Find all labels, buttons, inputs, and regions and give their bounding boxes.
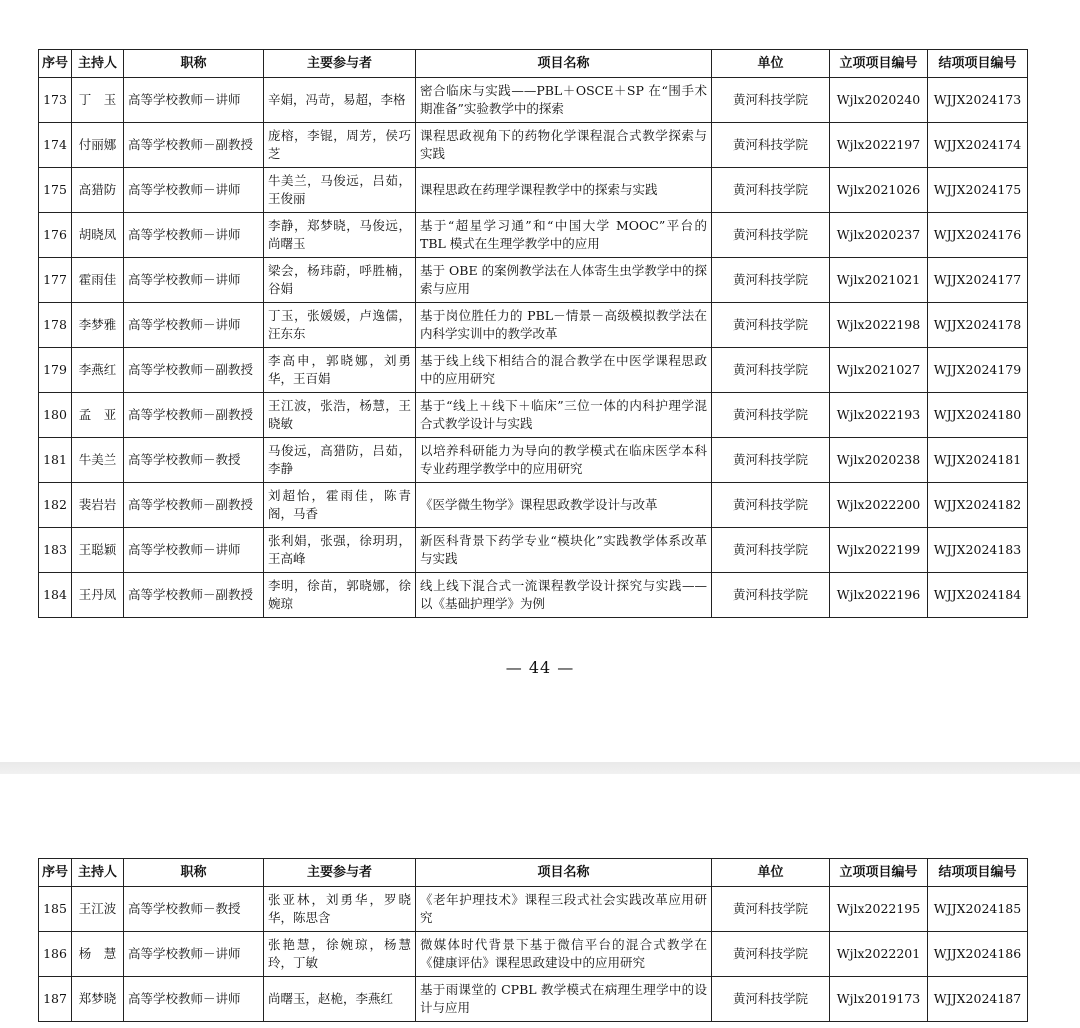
row-host: 李燕红 (72, 348, 124, 393)
table-row (39, 393, 1028, 438)
row-participants: 张利娟，张强，徐玥玥，王高峰 (264, 528, 416, 573)
row-participants: 尚曙玉，赵桅，李燕红 (264, 977, 416, 1022)
row-participants: 梁会，杨玮蔚，呼胜楠，谷娟 (264, 258, 416, 303)
row-no: 186 (39, 932, 72, 977)
row-participants: 丁玉，张媛媛，卢逸儒，汪东东 (264, 303, 416, 348)
row-title: 高等学校教师－副教授 (124, 483, 264, 528)
row-project: 《医学微生物学》课程思政教学设计与改革 (416, 483, 712, 528)
row-no: 180 (39, 393, 72, 438)
page-number: — 44 — (505, 658, 575, 677)
table-header-row (39, 859, 1028, 887)
header-title: 职称 (124, 859, 264, 887)
row-project: 线上线下混合式一流课程教学设计探究与实践——以《基础护理学》为例 (416, 573, 712, 618)
table-row (39, 213, 1028, 258)
row-title: 高等学校教师－讲师 (124, 213, 264, 258)
header-unit: 单位 (712, 859, 830, 887)
project-table (38, 858, 1028, 1022)
table-header-row (39, 50, 1028, 78)
table-row (39, 977, 1028, 1022)
row-project: 基于“超星学习通”和“中国大学 MOOC”平台的 TBL 模式在生理学教学中的应用 (416, 213, 712, 258)
row-host: 付丽娜 (72, 123, 124, 168)
row-init-code: Wjlx2022193 (830, 393, 928, 438)
table-row (39, 573, 1028, 618)
header-no: 序号 (39, 50, 72, 78)
row-participants: 刘超怡，霍雨佳，陈青阁，马香 (264, 483, 416, 528)
row-project: 新医科背景下药学专业“模块化”实践教学体系改革与实践 (416, 528, 712, 573)
row-project: 基于 OBE 的案例教学法在人体寄生虫学教学中的探索与应用 (416, 258, 712, 303)
row-no: 185 (39, 887, 72, 932)
row-no: 179 (39, 348, 72, 393)
row-unit: 黄河科技学院 (712, 168, 830, 213)
row-unit: 黄河科技学院 (712, 393, 830, 438)
row-title: 高等学校教师－讲师 (124, 528, 264, 573)
header-init-code: 立项项目编号 (830, 50, 928, 78)
header-close-code: 结项项目编号 (928, 50, 1028, 78)
row-close-code: WJJX2024173 (928, 78, 1028, 123)
row-participants: 牛美兰，马俊远，吕茹，王俊丽 (264, 168, 416, 213)
row-no: 184 (39, 573, 72, 618)
row-project: 基于线上线下相结合的混合教学在中医学课程思政中的应用研究 (416, 348, 712, 393)
row-participants: 马俊远，高猎防，吕茹，李静 (264, 438, 416, 483)
table-row (39, 123, 1028, 168)
table-row (39, 528, 1028, 573)
table-row (39, 483, 1028, 528)
row-init-code: Wjlx2022197 (830, 123, 928, 168)
row-host: 杨 慧 (72, 932, 124, 977)
row-unit: 黄河科技学院 (712, 123, 830, 168)
row-close-code: WJJX2024178 (928, 303, 1028, 348)
row-unit: 黄河科技学院 (712, 303, 830, 348)
table-row (39, 303, 1028, 348)
row-title: 高等学校教师－讲师 (124, 78, 264, 123)
row-no: 182 (39, 483, 72, 528)
row-close-code: WJJX2024181 (928, 438, 1028, 483)
row-close-code: WJJX2024184 (928, 573, 1028, 618)
row-no: 174 (39, 123, 72, 168)
row-host: 胡晓凤 (72, 213, 124, 258)
row-close-code: WJJX2024185 (928, 887, 1028, 932)
row-init-code: Wjlx2022196 (830, 573, 928, 618)
row-unit: 黄河科技学院 (712, 977, 830, 1022)
row-title: 高等学校教师－副教授 (124, 123, 264, 168)
row-title: 高等学校教师－讲师 (124, 303, 264, 348)
row-close-code: WJJX2024175 (928, 168, 1028, 213)
header-close-code: 结项项目编号 (928, 859, 1028, 887)
row-project: 课程思政视角下的药物化学课程混合式教学探索与实践 (416, 123, 712, 168)
header-participants: 主要参与者 (264, 50, 416, 78)
row-host: 郑梦晓 (72, 977, 124, 1022)
row-init-code: Wjlx2021021 (830, 258, 928, 303)
header-no: 序号 (39, 859, 72, 887)
row-unit: 黄河科技学院 (712, 213, 830, 258)
row-participants: 辛娟，冯苛，易超，李格 (264, 78, 416, 123)
row-project: 基于岗位胜任力的 PBL－情景－高级模拟教学法在内科学实训中的教学改革 (416, 303, 712, 348)
row-close-code: WJJX2024177 (928, 258, 1028, 303)
row-init-code: Wjlx2022198 (830, 303, 928, 348)
row-close-code: WJJX2024187 (928, 977, 1028, 1022)
row-unit: 黄河科技学院 (712, 438, 830, 483)
row-close-code: WJJX2024186 (928, 932, 1028, 977)
row-unit: 黄河科技学院 (712, 348, 830, 393)
table-row (39, 168, 1028, 213)
row-project: 基于雨课堂的 CPBL 教学模式在病理生理学中的设计与应用 (416, 977, 712, 1022)
header-title: 职称 (124, 50, 264, 78)
row-project: 微媒体时代背景下基于微信平台的混合式教学在《健康评估》课程思政建设中的应用研究 (416, 932, 712, 977)
row-init-code: Wjlx2022195 (830, 887, 928, 932)
row-init-code: Wjlx2022200 (830, 483, 928, 528)
row-init-code: Wjlx2020238 (830, 438, 928, 483)
table-row (39, 438, 1028, 483)
row-unit: 黄河科技学院 (712, 887, 830, 932)
header-init-code: 立项项目编号 (830, 859, 928, 887)
row-title: 高等学校教师－教授 (124, 887, 264, 932)
row-project: 密合临床与实践——PBL＋OSCE＋SP 在“围手术期准备”实验教学中的探索 (416, 78, 712, 123)
document-page-45 (0, 774, 1080, 1028)
row-close-code: WJJX2024174 (928, 123, 1028, 168)
row-participants: 李静，郑梦晓，马俊远，尚曙玉 (264, 213, 416, 258)
row-title: 高等学校教师－讲师 (124, 977, 264, 1022)
row-project: 基于“线上＋线下＋临床”三位一体的内科护理学混合式教学设计与实践 (416, 393, 712, 438)
row-project: 《老年护理技术》课程三段式社会实践改革应用研究 (416, 887, 712, 932)
row-init-code: Wjlx2022199 (830, 528, 928, 573)
row-title: 高等学校教师－讲师 (124, 258, 264, 303)
row-init-code: Wjlx2022201 (830, 932, 928, 977)
table-row (39, 78, 1028, 123)
header-participants: 主要参与者 (264, 859, 416, 887)
row-project: 以培养科研能力为导向的教学模式在临床医学本科专业药理学教学中的应用研究 (416, 438, 712, 483)
row-participants: 张艳慧，徐婉琼，杨慧玲，丁敏 (264, 932, 416, 977)
row-title: 高等学校教师－讲师 (124, 168, 264, 213)
row-participants: 庞榕，李锟，周芳，侯巧芝 (264, 123, 416, 168)
header-project: 项目名称 (416, 50, 712, 78)
row-no: 176 (39, 213, 72, 258)
row-no: 183 (39, 528, 72, 573)
row-unit: 黄河科技学院 (712, 483, 830, 528)
row-no: 173 (39, 78, 72, 123)
row-host: 牛美兰 (72, 438, 124, 483)
row-init-code: Wjlx2020237 (830, 213, 928, 258)
row-close-code: WJJX2024180 (928, 393, 1028, 438)
header-host: 主持人 (72, 50, 124, 78)
row-init-code: Wjlx2021026 (830, 168, 928, 213)
row-close-code: WJJX2024182 (928, 483, 1028, 528)
row-no: 187 (39, 977, 72, 1022)
row-host: 王江波 (72, 887, 124, 932)
row-close-code: WJJX2024179 (928, 348, 1028, 393)
row-host: 高猎防 (72, 168, 124, 213)
header-project: 项目名称 (416, 859, 712, 887)
page-separator (0, 762, 1080, 774)
row-host: 裴岩岩 (72, 483, 124, 528)
row-host: 李梦雅 (72, 303, 124, 348)
row-unit: 黄河科技学院 (712, 528, 830, 573)
row-unit: 黄河科技学院 (712, 932, 830, 977)
row-participants: 王江波，张浩，杨慧，王晓敏 (264, 393, 416, 438)
row-no: 177 (39, 258, 72, 303)
row-title: 高等学校教师－副教授 (124, 573, 264, 618)
row-unit: 黄河科技学院 (712, 78, 830, 123)
row-unit: 黄河科技学院 (712, 573, 830, 618)
header-host: 主持人 (72, 859, 124, 887)
row-no: 175 (39, 168, 72, 213)
row-participants: 李明，徐苗，郭晓娜，徐婉琼 (264, 573, 416, 618)
row-init-code: Wjlx2020240 (830, 78, 928, 123)
row-participants: 张亚林，刘勇华，罗晓华，陈思含 (264, 887, 416, 932)
row-close-code: WJJX2024176 (928, 213, 1028, 258)
project-table (38, 49, 1028, 618)
row-host: 霍雨佳 (72, 258, 124, 303)
table-row (39, 932, 1028, 977)
header-unit: 单位 (712, 50, 830, 78)
row-title: 高等学校教师－教授 (124, 438, 264, 483)
row-no: 178 (39, 303, 72, 348)
row-no: 181 (39, 438, 72, 483)
row-host: 王丹凤 (72, 573, 124, 618)
row-title: 高等学校教师－副教授 (124, 393, 264, 438)
row-host: 王聪颖 (72, 528, 124, 573)
table-row (39, 887, 1028, 932)
row-unit: 黄河科技学院 (712, 258, 830, 303)
row-host: 丁 玉 (72, 78, 124, 123)
row-title: 高等学校教师－讲师 (124, 932, 264, 977)
row-init-code: Wjlx2019173 (830, 977, 928, 1022)
row-host: 孟 亚 (72, 393, 124, 438)
row-title: 高等学校教师－副教授 (124, 348, 264, 393)
row-close-code: WJJX2024183 (928, 528, 1028, 573)
table-row (39, 348, 1028, 393)
row-project: 课程思政在药理学课程教学中的探索与实践 (416, 168, 712, 213)
table-row (39, 258, 1028, 303)
row-init-code: Wjlx2021027 (830, 348, 928, 393)
row-participants: 李高申，郭晓娜，刘勇华，王百娟 (264, 348, 416, 393)
